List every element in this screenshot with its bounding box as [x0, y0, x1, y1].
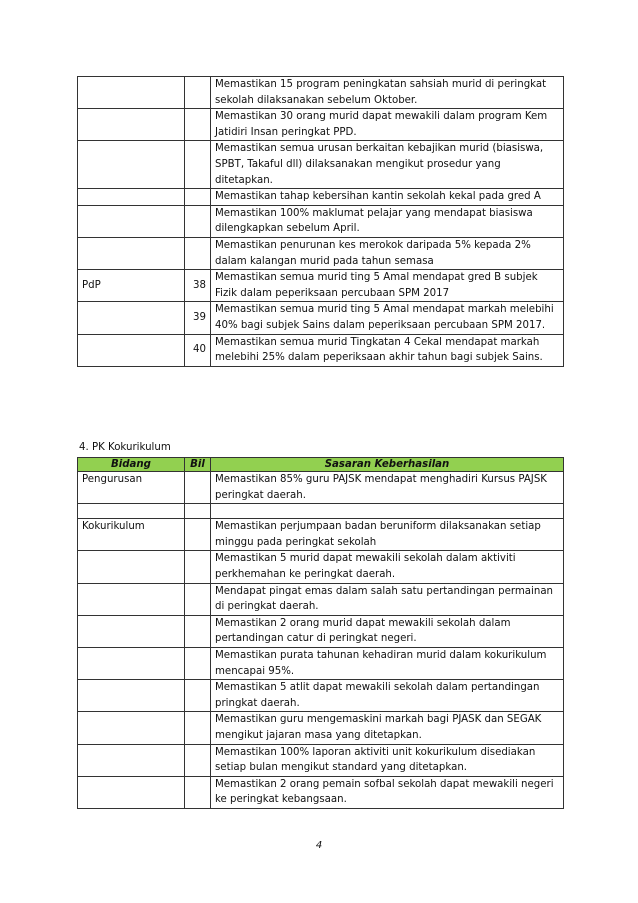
bidang-cell — [78, 551, 185, 583]
bil-cell — [185, 237, 211, 269]
table-row — [78, 776, 564, 808]
bil-cell — [185, 519, 211, 551]
sasaran-cell: Memastikan 5 atlit dapat mewakili sekolah dalam pertandingan pringkat daerah. — [211, 680, 564, 712]
bil-cell — [185, 141, 211, 189]
table-row — [78, 583, 564, 615]
table-row — [78, 712, 564, 744]
bil-cell — [185, 77, 211, 109]
bidang-cell — [78, 647, 185, 679]
bil-cell — [185, 205, 211, 237]
bidang-cell: PdP — [78, 270, 185, 302]
bil-cell — [185, 551, 211, 583]
sasaran-cell: Memastikan 15 program peningkatan sahsiah murid di peringkat sekolah dilaksanakan sebelum Oktober. — [211, 77, 564, 109]
table-row — [78, 270, 564, 302]
table-row — [78, 680, 564, 712]
sasaran-cell — [211, 504, 564, 519]
bidang-cell — [78, 680, 185, 712]
sasaran-cell: Memastikan 85% guru PAJSK mendapat menghadiri Kursus PAJSK peringkat daerah. — [211, 472, 564, 504]
bidang-cell — [78, 189, 185, 206]
table-row — [78, 519, 564, 551]
bidang-cell — [78, 77, 185, 109]
sasaran-cell: Memastikan semua murid ting 5 Amal mendapat markah melebihi 40% bagi subjek Sains dalam peperiksaan percubaan SPM 2017. — [211, 302, 564, 334]
kokurikulum-table — [77, 457, 564, 809]
sasaran-cell: Memastikan 5 murid dapat mewakili sekolah dalam aktiviti perkhemahan ke peringkat daerah. — [211, 551, 564, 583]
sasaran-cell: Memastikan 30 orang murid dapat mewakili dalam program Kem Jatidiri Insan peringkat PPD. — [211, 109, 564, 141]
column-header-bidang: Bidang — [78, 458, 185, 472]
bidang-cell: Pengurusan — [78, 472, 185, 504]
sasaran-cell: Memastikan penurunan kes merokok daripada 5% kepada 2% dalam kalangan murid pada tahun semasa — [211, 237, 564, 269]
sasaran-cell: Memastikan semua murid ting 5 Amal mendapat gred B subjek Fizik dalam peperiksaan percubaan SPM 2017 — [211, 270, 564, 302]
bidang-cell — [78, 302, 185, 334]
sasaran-cell: Memastikan 2 orang murid dapat mewakili sekolah dalam pertandingan catur di peringkat negeri. — [211, 615, 564, 647]
bil-cell — [185, 109, 211, 141]
bidang-cell — [78, 744, 185, 776]
bil-cell — [185, 189, 211, 206]
bidang-cell — [78, 141, 185, 189]
section-heading: 4. PK Kokurikulum — [79, 442, 171, 453]
sasaran-cell: Memastikan 2 orang pemain sofbal sekolah dapat mewakili negeri ke peringkat kebangsaan. — [211, 776, 564, 808]
table-row — [78, 205, 564, 237]
table-row — [78, 189, 564, 206]
bidang-cell — [78, 504, 185, 519]
page-number: 4 — [315, 840, 323, 851]
bil-cell — [185, 472, 211, 504]
table-row — [78, 141, 564, 189]
bidang-cell — [78, 205, 185, 237]
bidang-cell — [78, 615, 185, 647]
column-header-bil: Bil — [185, 458, 211, 472]
sasaran-cell: Memastikan semua urusan berkaitan kebajikan murid (biasiswa, SPBT, Takaful dll) dilaksanakan mengikut prosedur yang ditetapkan. — [211, 141, 564, 189]
table-row — [78, 504, 564, 519]
bil-cell — [185, 776, 211, 808]
bil-cell — [185, 712, 211, 744]
bil-cell: 38 — [185, 270, 211, 302]
sasaran-cell: Memastikan semua murid Tingkatan 4 Cekal mendapat markah melebihi 25% dalam peperiksaan akhir tahun bagi subjek Sains. — [211, 334, 564, 366]
table-row — [78, 647, 564, 679]
bil-cell — [185, 615, 211, 647]
targets-table-continued — [77, 76, 564, 367]
table-row — [78, 77, 564, 109]
bil-cell — [185, 504, 211, 519]
table-row — [78, 472, 564, 504]
bil-cell — [185, 583, 211, 615]
bidang-cell: Kokurikulum — [78, 519, 185, 551]
sasaran-cell: Memastikan purata tahunan kehadiran murid dalam kokurikulum mencapai 95%. — [211, 647, 564, 679]
bidang-cell — [78, 109, 185, 141]
sasaran-cell: Memastikan 100% maklumat pelajar yang mendapat biasiswa dilengkapkan sebelum April. — [211, 205, 564, 237]
bil-cell — [185, 680, 211, 712]
sasaran-cell: Memastikan 100% laporan aktiviti unit kokurikulum disediakan setiap bulan mengikut standard yang ditetapkan. — [211, 744, 564, 776]
table-row — [78, 237, 564, 269]
bidang-cell — [78, 712, 185, 744]
sasaran-cell: Memastikan tahap kebersihan kantin sekolah kekal pada gred A — [211, 189, 564, 206]
bidang-cell — [78, 237, 185, 269]
bil-cell — [185, 647, 211, 679]
table-row — [78, 551, 564, 583]
table-row — [78, 109, 564, 141]
bil-cell: 39 — [185, 302, 211, 334]
bidang-cell — [78, 583, 185, 615]
table-row — [78, 744, 564, 776]
header-row — [78, 458, 564, 472]
table-row — [78, 302, 564, 334]
bil-cell — [185, 744, 211, 776]
sasaran-cell: Memastikan perjumpaan badan beruniform dilaksanakan setiap minggu pada peringkat sekolah — [211, 519, 564, 551]
bidang-cell — [78, 334, 185, 366]
sasaran-cell: Mendapat pingat emas dalam salah satu pertandingan permainan di peringkat daerah. — [211, 583, 564, 615]
sasaran-cell: Memastikan guru mengemaskini markah bagi PJASK dan SEGAK mengikut jajaran masa yang ditetapkan. — [211, 712, 564, 744]
bil-cell: 40 — [185, 334, 211, 366]
table-row — [78, 615, 564, 647]
bidang-cell — [78, 776, 185, 808]
table-row — [78, 334, 564, 366]
column-header-sasaran: Sasaran Keberhasilan — [211, 458, 564, 472]
